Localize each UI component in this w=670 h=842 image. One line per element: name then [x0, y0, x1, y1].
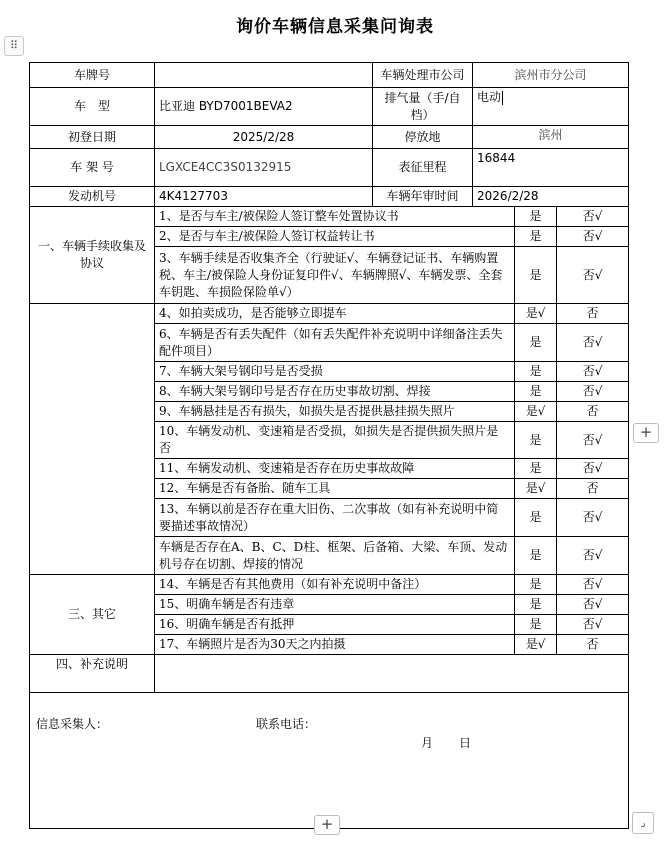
item-yes[interactable]: 是 — [515, 499, 557, 537]
item-yes[interactable]: 是 — [515, 575, 557, 595]
item-no[interactable]: 否 — [557, 402, 629, 422]
parking-label: 停放地 — [373, 126, 473, 149]
item-no[interactable]: 否√ — [557, 499, 629, 537]
item-no[interactable]: 否√ — [557, 382, 629, 402]
section-2-label — [30, 304, 155, 575]
displacement-value: 电动 — [477, 90, 502, 104]
month-label: 月 — [421, 736, 434, 750]
item-text: 13、车辆以前是否存在重大旧伤、二次事故（如有补充说明中简要描述事故情况） — [155, 499, 515, 537]
item-yes[interactable]: 是 — [515, 382, 557, 402]
item-no[interactable]: 否√ — [557, 422, 629, 459]
item-text: 15、明确车辆是否有违章 — [155, 595, 515, 615]
document-title: 询价车辆信息采集问询表 — [236, 17, 434, 37]
section-4-label: 四、补充说明 — [30, 655, 155, 693]
signature-area[interactable] — [30, 693, 629, 829]
plate-value-cell[interactable] — [155, 63, 373, 88]
supplement-notes-cell[interactable] — [155, 655, 629, 693]
model-label: 车 型 — [30, 88, 155, 126]
item-yes[interactable]: 是 — [515, 459, 557, 479]
item-no[interactable]: 否 — [557, 479, 629, 499]
add-column-button[interactable]: + — [633, 423, 659, 443]
item-no[interactable]: 否√ — [557, 207, 629, 227]
item-text: 车辆是否存在A、B、C、D柱、框架、后备箱、大梁、车顶、发动机号存在切割、焊接的情况 — [155, 537, 515, 575]
item-text: 12、车辆是否有备胎、随车工具 — [155, 479, 515, 499]
inquiry-form-table — [29, 62, 629, 829]
item-text: 11、车辆发动机、变速箱是否存在历史事故故障 — [155, 459, 515, 479]
day-label: 日 — [459, 736, 472, 750]
text-cursor — [502, 91, 503, 105]
item-yes[interactable]: 是 — [515, 324, 557, 362]
item-yes[interactable]: 是 — [515, 537, 557, 575]
item-no[interactable]: 否√ — [557, 362, 629, 382]
item-yes[interactable]: 是 — [515, 362, 557, 382]
phone-label: 联系电话： — [256, 717, 317, 731]
model-value[interactable]: 比亚迪 BYD7001BEVA2 — [155, 88, 373, 126]
vin-label: 车 架 号 — [30, 149, 155, 187]
mileage-value[interactable]: 16844 — [473, 149, 629, 187]
item-text: 10、车辆发动机、变速箱是否受损，如损失是否提供损失照片是否 — [155, 422, 515, 459]
item-text: 7、车辆大架号钢印号是否受损 — [155, 362, 515, 382]
item-yes[interactable]: 是√ — [515, 479, 557, 499]
displacement-value-cell[interactable] — [473, 88, 629, 126]
item-no[interactable]: 否√ — [557, 537, 629, 575]
item-yes[interactable]: 是√ — [515, 304, 557, 324]
reg-date-label: 初登日期 — [30, 126, 155, 149]
resize-icon[interactable]: ⌟ — [632, 812, 654, 834]
item-no[interactable]: 否√ — [557, 247, 629, 304]
city-value[interactable]: 滨州市分公司 — [473, 63, 629, 88]
parking-value[interactable]: 滨州 — [473, 126, 629, 149]
item-yes[interactable]: 是 — [515, 595, 557, 615]
item-text: 14、车辆是否有其他费用（如有补充说明中备注） — [155, 575, 515, 595]
item-no[interactable]: 否√ — [557, 227, 629, 247]
plate-label: 车牌号 — [30, 63, 155, 88]
item-text: 9、车辆悬挂是否有损失，如损失是否提供悬挂损失照片 — [155, 402, 515, 422]
item-text: 4、如拍卖成功，是否能够立即提车 — [155, 304, 515, 324]
collector-label: 信息采集人： — [36, 717, 109, 731]
item-text: 6、车辆是否有丢失配件（如有丢失配件补充说明中详细备注丢失配件项目） — [155, 324, 515, 362]
item-no[interactable]: 否 — [557, 304, 629, 324]
displacement-label: 排气量（手/自档） — [373, 88, 473, 126]
item-yes[interactable]: 是√ — [515, 635, 557, 655]
item-yes[interactable]: 是 — [515, 207, 557, 227]
item-yes[interactable]: 是 — [515, 247, 557, 304]
item-no[interactable]: 否√ — [557, 324, 629, 362]
item-text: 1、是否与车主/被保险人签订整车处置协议书 — [155, 207, 515, 227]
city-label: 车辆处理市公司 — [373, 63, 473, 88]
engine-label: 发动机号 — [30, 187, 155, 207]
item-yes[interactable]: 是 — [515, 227, 557, 247]
drag-handle-icon[interactable]: ⠿ — [4, 36, 24, 56]
item-no[interactable]: 否√ — [557, 595, 629, 615]
item-no[interactable]: 否 — [557, 635, 629, 655]
item-text: 3、车辆手续是否收集齐全（行驶证√、车辆登记证书、车辆购置税、车主/被保险人身份证复印件√、车辆牌照√、车辆发票、全套车钥匙、车损险保险单√） — [155, 247, 515, 304]
mileage-label: 表征里程 — [373, 149, 473, 187]
item-no[interactable]: 否√ — [557, 575, 629, 595]
item-text: 8、车辆大架号钢印号是否存在历史事故切割、焊接 — [155, 382, 515, 402]
inspection-label: 车辆年审时间 — [373, 187, 473, 207]
engine-value[interactable]: 4K4127703 — [155, 187, 373, 207]
item-yes[interactable]: 是 — [515, 422, 557, 459]
reg-date-value[interactable]: 2025/2/28 — [155, 126, 373, 149]
section-1-label: 一、车辆手续收集及协议 — [30, 207, 155, 304]
inspection-value[interactable]: 2026/2/28 — [473, 187, 629, 207]
item-text: 17、车辆照片是否为30天之内拍摄 — [155, 635, 515, 655]
item-text: 16、明确车辆是否有抵押 — [155, 615, 515, 635]
item-yes[interactable]: 是 — [515, 615, 557, 635]
item-text: 2、是否与车主/被保险人签订权益转让书 — [155, 227, 515, 247]
section-3-label: 三、其它 — [30, 575, 155, 655]
item-no[interactable]: 否√ — [557, 459, 629, 479]
item-yes[interactable]: 是√ — [515, 402, 557, 422]
add-row-button[interactable]: + — [314, 815, 340, 835]
item-no[interactable]: 否√ — [557, 615, 629, 635]
vin-value[interactable]: LGXCE4CC3S0132915 — [155, 149, 373, 187]
